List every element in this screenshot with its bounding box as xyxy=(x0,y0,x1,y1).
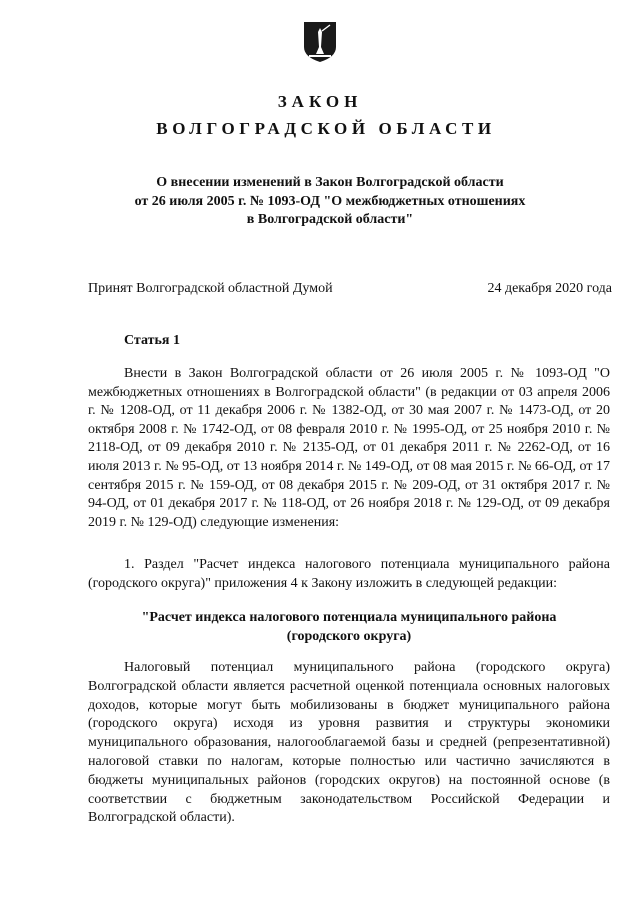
section-title xyxy=(88,608,610,646)
adopting-body: Принят Волгоградской областной Думой xyxy=(88,281,333,296)
document-type-title: ЗАКОН xyxy=(277,92,363,111)
article-paragraph-2: 1. Раздел "Расчет индекса налогового потенциала муниципального района (городского округа)" приложения 4 к Закону изложить в следующей редакции: xyxy=(88,557,610,591)
article-heading: Статья 1 xyxy=(124,333,180,348)
adoption-row xyxy=(88,281,612,297)
section-title-line-2: (городского округа) xyxy=(286,629,412,644)
adoption-date: 24 декабря 2020 года xyxy=(487,281,612,296)
law-subject-line-1: О внесении изменений в Закон Волгоградской области xyxy=(156,175,504,190)
coat-of-arms-icon xyxy=(303,21,337,63)
law-subject-line-2: от 26 июля 2005 г. № 1093-ОД "О межбюджетных отношениях xyxy=(134,193,526,209)
law-subject xyxy=(0,174,640,230)
section-paragraph: Налоговый потенциал муниципального района (городского округа) Волгоградской области является расчетной оценкой потенциала основных налоговых доходов, которые могут быть мобилизованы в бюджет муниципального района (городского округа) исходя из уровня развития и структуры экономики муниципального образования, налогооблагаемой базы и средней (репрезентативной) налоговой ставки по налогам, которые полностью или частично зачисляются в бюджеты муниципальных районов (городских округов) на постоянной основе (в соответствии с бюджетным законодательством Российской Федерации и Волгоградской области). xyxy=(88,660,610,826)
law-subject-line-3: в Волгоградской области" xyxy=(246,212,414,227)
section-title-line-1: "Расчет индекса налогового потенциала муниципального района xyxy=(141,610,557,625)
article-paragraph-1: Внести в Закон Волгоградской области от 26 июля 2005 г. № 1093-ОД "О межбюджетных отношениях в Волгоградской области" (в редакции от 03 апреля 2006 г. № 1208-ОД, от 11 декабря 2006 г. № 1382-ОД, от 30 мая 2007 г. № 1473-ОД, от 20 октября 2008 г. № 1742-ОД, от 08 февраля 2010 г. № 1995-ОД, от 25 ноября 2010 г. № 2118-ОД, от 09 декабря 2010 г. № 2135-ОД, от 01 декабря 2011 г. № 2262-ОД, от 16 июля 2013 г. № 95-ОД, от 13 ноября 2014 г. № 149-ОД, от 08 мая 2015 г. № 66-ОД, от 17 сентября 2015 г. № 159-ОД, от 08 декабря 2015 г. № 209-ОД, от 31 октября 2017 г. № 94-ОД, от 01 декабря 2017 г. № 118-ОД, от 26 ноября 2018 г. № 129-ОД, от 09 декабря 2019 г. № 129-ОД) следующие изменения: xyxy=(88,366,610,530)
issuer-title: ВОЛГОГРАДСКОЙ ОБЛАСТИ xyxy=(156,119,496,138)
